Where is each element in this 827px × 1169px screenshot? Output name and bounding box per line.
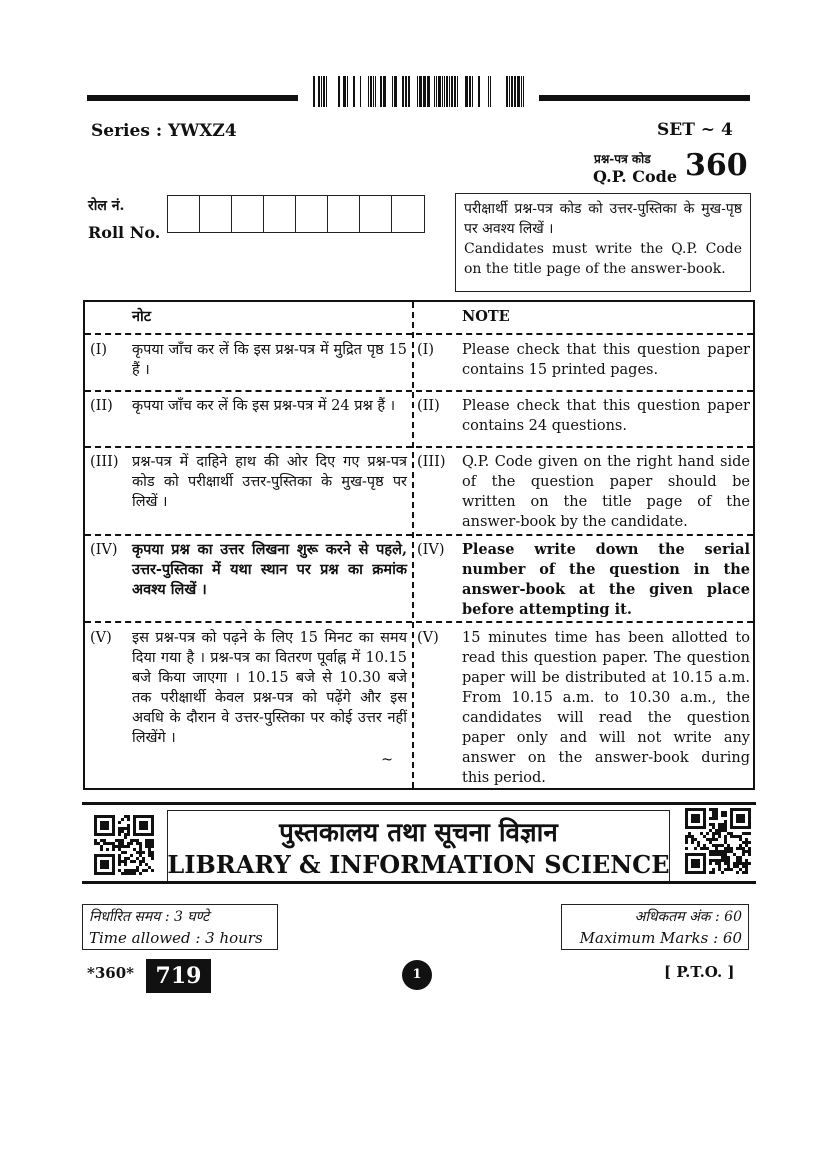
maximum-marks-box	[561, 904, 749, 950]
note-text: Please write down the serial number of the question in the answer-book at the given place before attempting it.	[462, 541, 750, 618]
note-text-hindi: कृपया प्रश्न का उत्तर लिखना शुरू करने से पहले, उत्तर-पुस्तिका में यथा स्थान पर प्रश्न का क्रमांक अवश्य लिखें ।	[132, 541, 407, 598]
roll-digit-box[interactable]	[232, 196, 264, 232]
note-text: 15 minutes time has been allotted to read this question paper. The question paper will be distributed at 10.15 a.m. From 10.15 a.m. to 10.30 a.m., the candidates will read the question paper only and will not write any answer on the answer-book during this period.	[462, 630, 750, 786]
note-number: (I)	[417, 342, 435, 358]
row-divider	[85, 621, 753, 623]
roll-digit-box[interactable]	[328, 196, 360, 232]
note-number: (V)	[90, 630, 112, 646]
roll-digit-box[interactable]	[168, 196, 200, 232]
roll-label-hindi: रोल नं.	[88, 198, 125, 214]
tilde-mark: ~	[381, 752, 394, 768]
row-divider	[85, 446, 753, 448]
note-heading: NOTE	[462, 308, 510, 325]
set-label: SET ~ 4	[657, 120, 733, 140]
note-number: (II)	[90, 398, 113, 414]
row-divider	[85, 333, 753, 335]
roll-digit-box[interactable]	[264, 196, 296, 232]
note-number: (IV)	[90, 542, 118, 558]
note-number: (II)	[417, 398, 440, 414]
maximum-marks: Maximum Marks : 60	[579, 929, 742, 947]
note-text: Q.P. Code given on the right hand side of the question paper should be written on the title page of the answer-book by the candidate.	[462, 454, 750, 530]
time-allowed-box	[82, 904, 278, 950]
qr-code-icon	[94, 815, 154, 875]
maximum-marks-hindi: अधिकतम अंक : 60	[634, 909, 742, 925]
pto-label: [ P.T.O. ]	[664, 963, 735, 981]
time-allowed-hindi: निर्धारित समय : 3 घण्टे	[89, 909, 210, 925]
paper-code: *360*	[87, 964, 134, 982]
note-text-hindi: कृपया जाँच कर लें कि इस प्रश्न-पत्र में 24 प्रश्न हैं ।	[132, 398, 396, 414]
notice-hindi: परीक्षार्थी प्रश्न-पत्र कोड को उत्तर-पुस्तिका के मुख-पृष्ठ पर अवश्य लिखें ।	[464, 201, 742, 237]
top-rule-right	[539, 95, 750, 101]
barcode-icon	[313, 76, 525, 107]
note-number: (III)	[417, 454, 446, 470]
note-number: (V)	[417, 630, 439, 646]
note-text: Please check that this question paper contains 15 printed pages.	[462, 342, 750, 378]
column-divider	[412, 302, 414, 788]
note-number: (IV)	[417, 542, 445, 558]
row-divider	[85, 534, 753, 536]
roll-label: Roll No.	[88, 223, 161, 242]
time-allowed: Time allowed : 3 hours	[89, 929, 263, 947]
subject-rule-bottom	[82, 881, 756, 884]
subject-rule-top	[82, 802, 756, 805]
note-text-hindi: कृपया जाँच कर लें कि इस प्रश्न-पत्र में मुद्रित पृष्ठ 15 हैं ।	[132, 342, 407, 378]
subject-title-hindi: पुस्तकालय तथा सूचना विज्ञान	[279, 818, 558, 848]
note-text-hindi: इस प्रश्न-पत्र को पढ़ने के लिए 15 मिनट का समय दिया गया है । प्रश्न-पत्र का वितरण पूर्वाह्न में 10.15 बजे किया जाएगा । 10.15 बजे से 10.30 बजे तक परीक्षार्थी केवल प्रश्न-पत्र को पढ़ेंगे और इस अवधि के दौरान वे उत्तर-पुस्तिका पर कोई उत्तर नहीं लिखेंगे ।	[132, 630, 407, 746]
qp-code-label: Q.P. Code	[593, 167, 678, 186]
box-number: 719	[146, 959, 211, 993]
roll-digit-box[interactable]	[392, 196, 424, 232]
note-text: Please check that this question paper contains 24 questions.	[462, 398, 750, 434]
note-heading-hindi: नोट	[132, 308, 152, 325]
row-divider	[85, 390, 753, 392]
top-rule-left	[87, 95, 298, 101]
qr-code-icon	[685, 808, 751, 874]
note-number: (I)	[90, 342, 108, 358]
qp-code-notice	[455, 193, 751, 292]
roll-number-boxes[interactable]	[167, 195, 425, 233]
notice-english: Candidates must write the Q.P. Code on the title page of the answer-book.	[464, 241, 742, 277]
series-label: Series : YWXZ4	[91, 121, 237, 141]
roll-digit-box[interactable]	[296, 196, 328, 232]
notes-table	[83, 300, 755, 790]
page-number: 1	[402, 960, 432, 990]
note-text-hindi: प्रश्न-पत्र में दाहिने हाथ की ओर दिए गए प्रश्न-पत्र कोड को परीक्षार्थी उत्तर-पुस्तिका के मुख-पृष्ठ पर लिखें ।	[132, 454, 407, 510]
subject-title: LIBRARY & INFORMATION SCIENCE	[167, 850, 670, 879]
roll-digit-box[interactable]	[200, 196, 232, 232]
roll-digit-box[interactable]	[360, 196, 392, 232]
note-number: (III)	[90, 454, 119, 470]
qp-code-number: 360	[685, 148, 748, 183]
qp-code-label-hindi: प्रश्न-पत्र कोड	[594, 152, 651, 166]
